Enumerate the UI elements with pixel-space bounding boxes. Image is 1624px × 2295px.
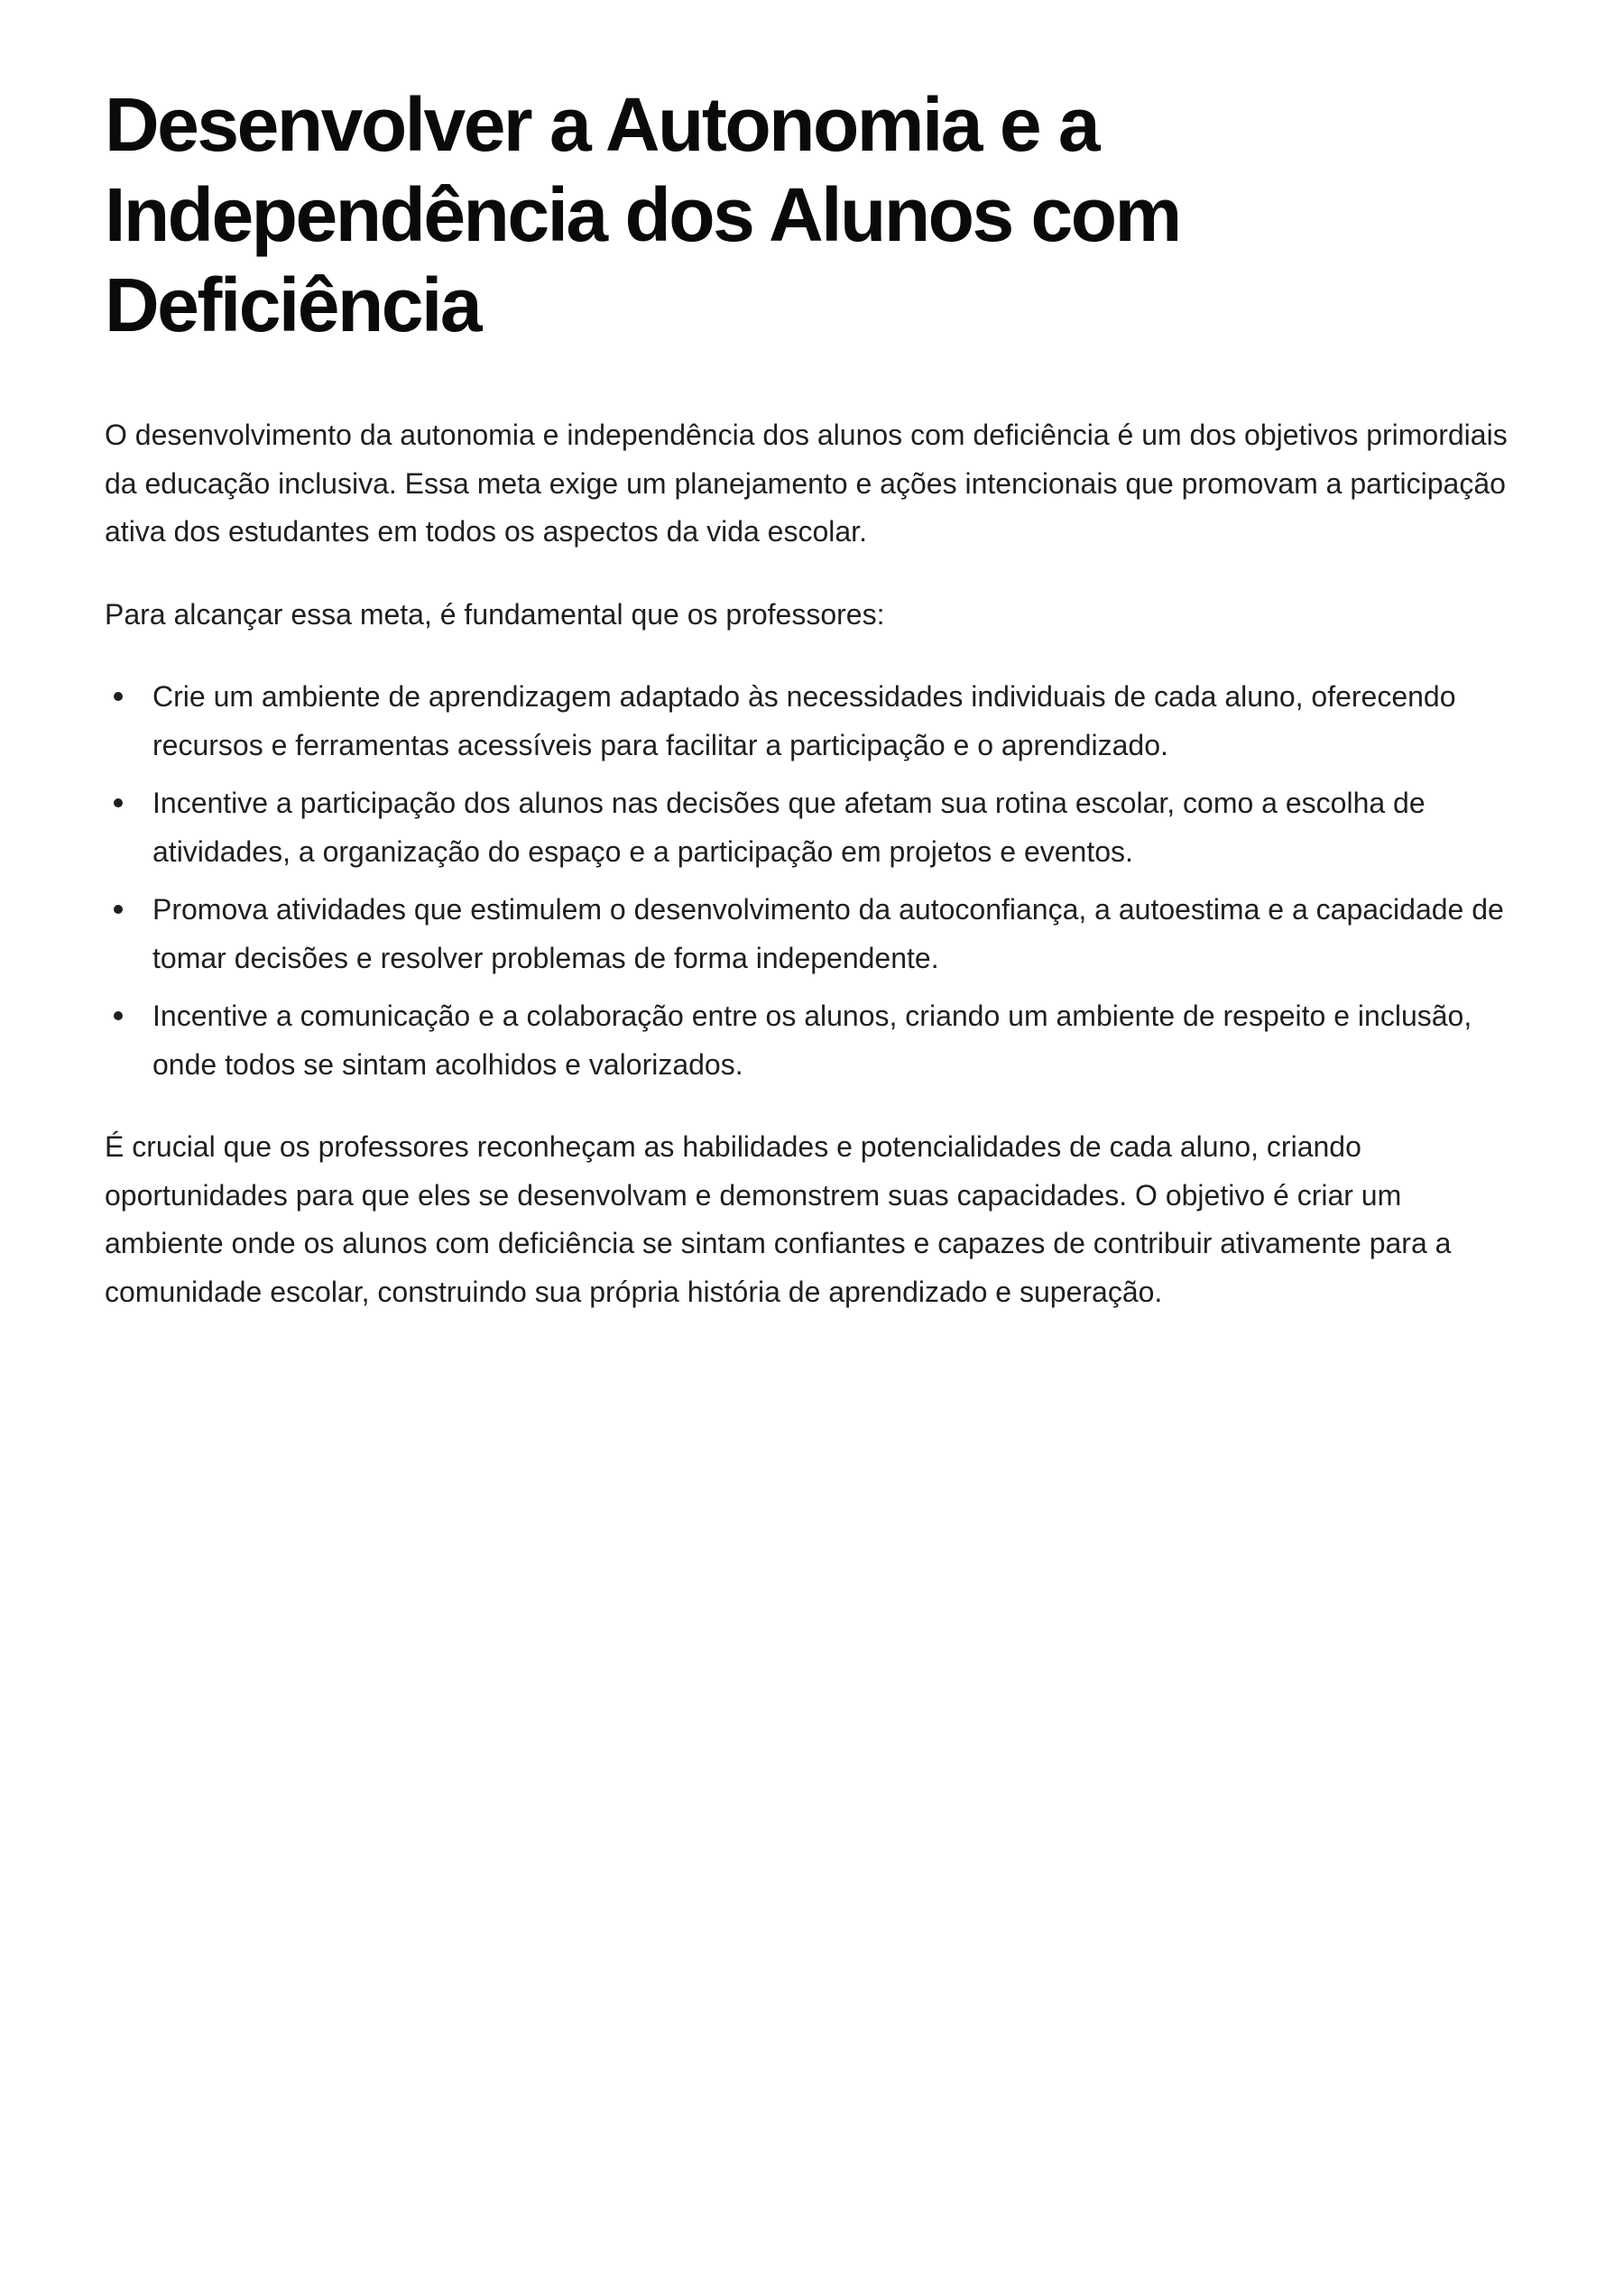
list-item — [105, 992, 1521, 1089]
list-item-text: Promova atividades que estimulem o desenvolvimento da autoconfiança, a autoestima e a capacidade de tomar decisões e resolver problemas de forma independente. — [152, 893, 1504, 974]
bullet-list — [105, 673, 1521, 1089]
intro-paragraph: O desenvolvimento da autonomia e independência dos alunos com deficiência é um dos objetivos primordiais da educação inclusiva. Essa meta exige um planejamento e ações intencionais que promovam a participação ativa dos estudantes em todos os aspectos da vida escolar. — [105, 419, 1508, 548]
list-item-text: Crie um ambiente de aprendizagem adaptado às necessidades individuais de cada aluno, oferecendo recursos e ferramentas acessíveis para facilitar a participação e o aprendizado. — [152, 680, 1456, 761]
list-item-text: Incentive a comunicação e a colaboração entre os alunos, criando um ambiente de respeito e inclusão, onde todos se sintam acolhidos e valorizados. — [152, 1000, 1472, 1081]
bullet-icon — [114, 1011, 123, 1020]
bullet-icon — [114, 905, 123, 914]
bullet-icon — [114, 692, 123, 701]
document-page — [105, 79, 1521, 1316]
page-title: Desenvolver a Autonomia e a Independência dos Alunos com Deficiência — [105, 82, 1180, 347]
list-item — [105, 779, 1521, 876]
list-item-text: Incentive a participação dos alunos nas decisões que afetam sua rotina escolar, como a escolha de atividades, a organização do espaço e a participação em projetos e eventos. — [152, 787, 1426, 868]
conclusion-paragraph: É crucial que os professores reconheçam as habilidades e potencialidades de cada aluno, criando oportunidades para que eles se desenvolvam e demonstrem suas capacidades. O objetivo é criar um ambiente onde os alunos com deficiência se sintam confiantes e capazes de contribuir ativamente para a comunidade escolar, construindo sua própria história de aprendizado e superação. — [105, 1130, 1452, 1308]
list-item — [105, 673, 1521, 770]
list-item — [105, 886, 1521, 982]
bullet-icon — [114, 798, 123, 807]
lead-paragraph: Para alcançar essa meta, é fundamental que os professores: — [105, 597, 885, 631]
